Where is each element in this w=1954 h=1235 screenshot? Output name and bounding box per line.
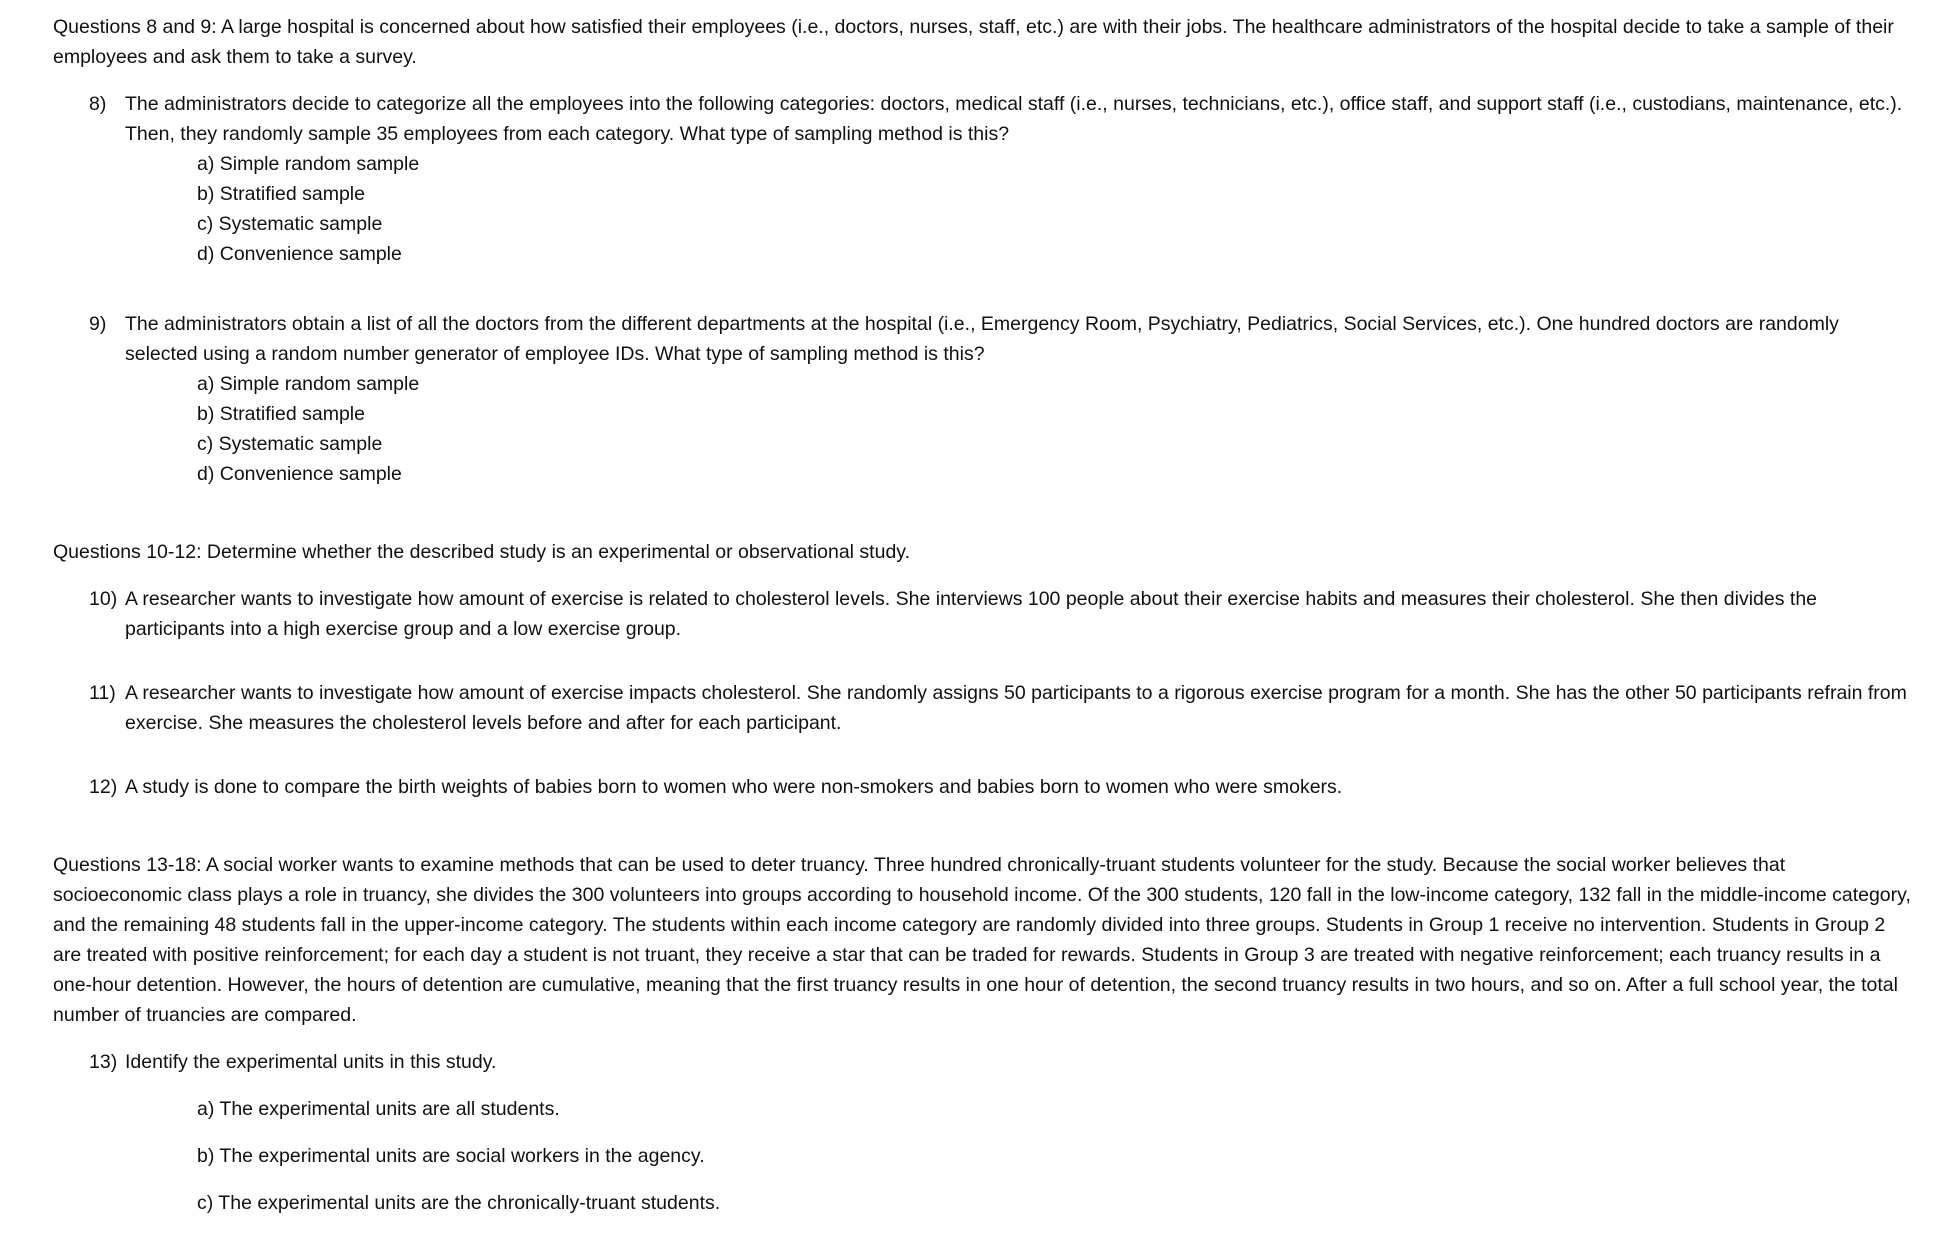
question-text: A researcher wants to investigate how amount of exercise impacts cholesterol. She randomly assigns 50 participants to a rigorous exercise program for a month. She has the other 50 participants refrain from exercise. She measures the cholesterol levels before and after for each participant. <box>125 682 1907 734</box>
question-12 <box>53 772 1913 802</box>
document-page <box>53 12 1913 1235</box>
option-b: b) Stratified sample <box>197 403 365 425</box>
question-number: 8) <box>89 93 107 115</box>
option-list-q9 <box>53 369 1913 489</box>
question-number: 10) <box>89 588 118 610</box>
question-number: 13) <box>89 1051 118 1073</box>
question-10 <box>53 584 1913 644</box>
option-a: a) The experimental units are all students. <box>197 1098 560 1120</box>
section-intro-q13-18: Questions 13-18: A social worker wants to examine methods that can be used to deter truancy. Three hundred chronically-truant students volunteer for the study. Because the social worker believes that socioeconomic class plays a role in truancy, she divides the 300 volunteers into groups according to household income. Of the 300 students, 120 fall in the low-income category, 132 fall in the middle-income category, and the remaining 48 students fall in the upper-income category. The students within each income category are randomly divided into three groups. Students in Group 1 receive no intervention. Students in Group 2 are treated with positive reinforcement; for each day a student is not truant, they receive a star that can be traded for rewards. Students in Group 3 are treated with negative reinforcement; each truancy results in a one-hour detention. However, the hours of detention are cumulative, meaning that the first truancy results in one hour of detention, the second truancy results in two hours, and so on. After a full school year, the total number of truancies are compared. <box>53 854 1911 1026</box>
question-text: A researcher wants to investigate how amount of exercise is related to cholesterol levels. She interviews 100 people about their exercise habits and measures their cholesterol. She then divides the participants into a high exercise group and a low exercise group. <box>125 588 1818 640</box>
section-intro-q8-9: Questions 8 and 9: A large hospital is concerned about how satisfied their employees (i.e., doctors, nurses, staff, etc.) are with their jobs. The healthcare administrators of the hospital decide to take a sample of their employees and ask them to take a survey. <box>53 16 1894 68</box>
option-c: c) Systematic sample <box>197 213 383 235</box>
question-8 <box>53 89 1913 149</box>
option-b: b) Stratified sample <box>197 183 365 205</box>
option-b: b) The experimental units are social workers in the agency. <box>197 1145 705 1167</box>
option-list-q13 <box>53 1094 1913 1218</box>
option-d: d) Convenience sample <box>197 243 402 265</box>
question-text: The administrators obtain a list of all the doctors from the different departments at the hospital (i.e., Emergency Room, Psychiatry, Pediatrics, Social Services, etc.). One hundred doctors are randomly selected using a random number generator of employee IDs. What type of sampling method is this? <box>125 313 1839 365</box>
question-number: 11) <box>89 682 116 704</box>
option-c: c) Systematic sample <box>197 433 383 455</box>
option-d: d) Convenience sample <box>197 463 402 485</box>
option-c: c) The experimental units are the chronically-truant students. <box>197 1192 721 1214</box>
question-number: 12) <box>89 776 118 798</box>
question-9 <box>53 309 1913 369</box>
question-11 <box>53 678 1913 738</box>
option-a: a) Simple random sample <box>197 373 420 395</box>
question-text: The administrators decide to categorize all the employees into the following categories: doctors, medical staff (i.e., nurses, technicians, etc.), office staff, and support staff (i.e., custodians, maintenance, etc.). Then, they randomly sample 35 employees from each category. What type of sampling method is this? <box>125 93 1903 145</box>
question-text: Identify the experimental units in this study. <box>125 1051 497 1073</box>
section-intro-q10-12: Questions 10-12: Determine whether the described study is an experimental or observational study. <box>53 541 911 563</box>
question-13 <box>53 1047 1913 1077</box>
question-text: A study is done to compare the birth weights of babies born to women who were non-smokers and babies born to women who were smokers. <box>125 776 1343 798</box>
option-a: a) Simple random sample <box>197 153 420 175</box>
question-number: 9) <box>89 313 107 335</box>
option-list-q8 <box>53 149 1913 269</box>
